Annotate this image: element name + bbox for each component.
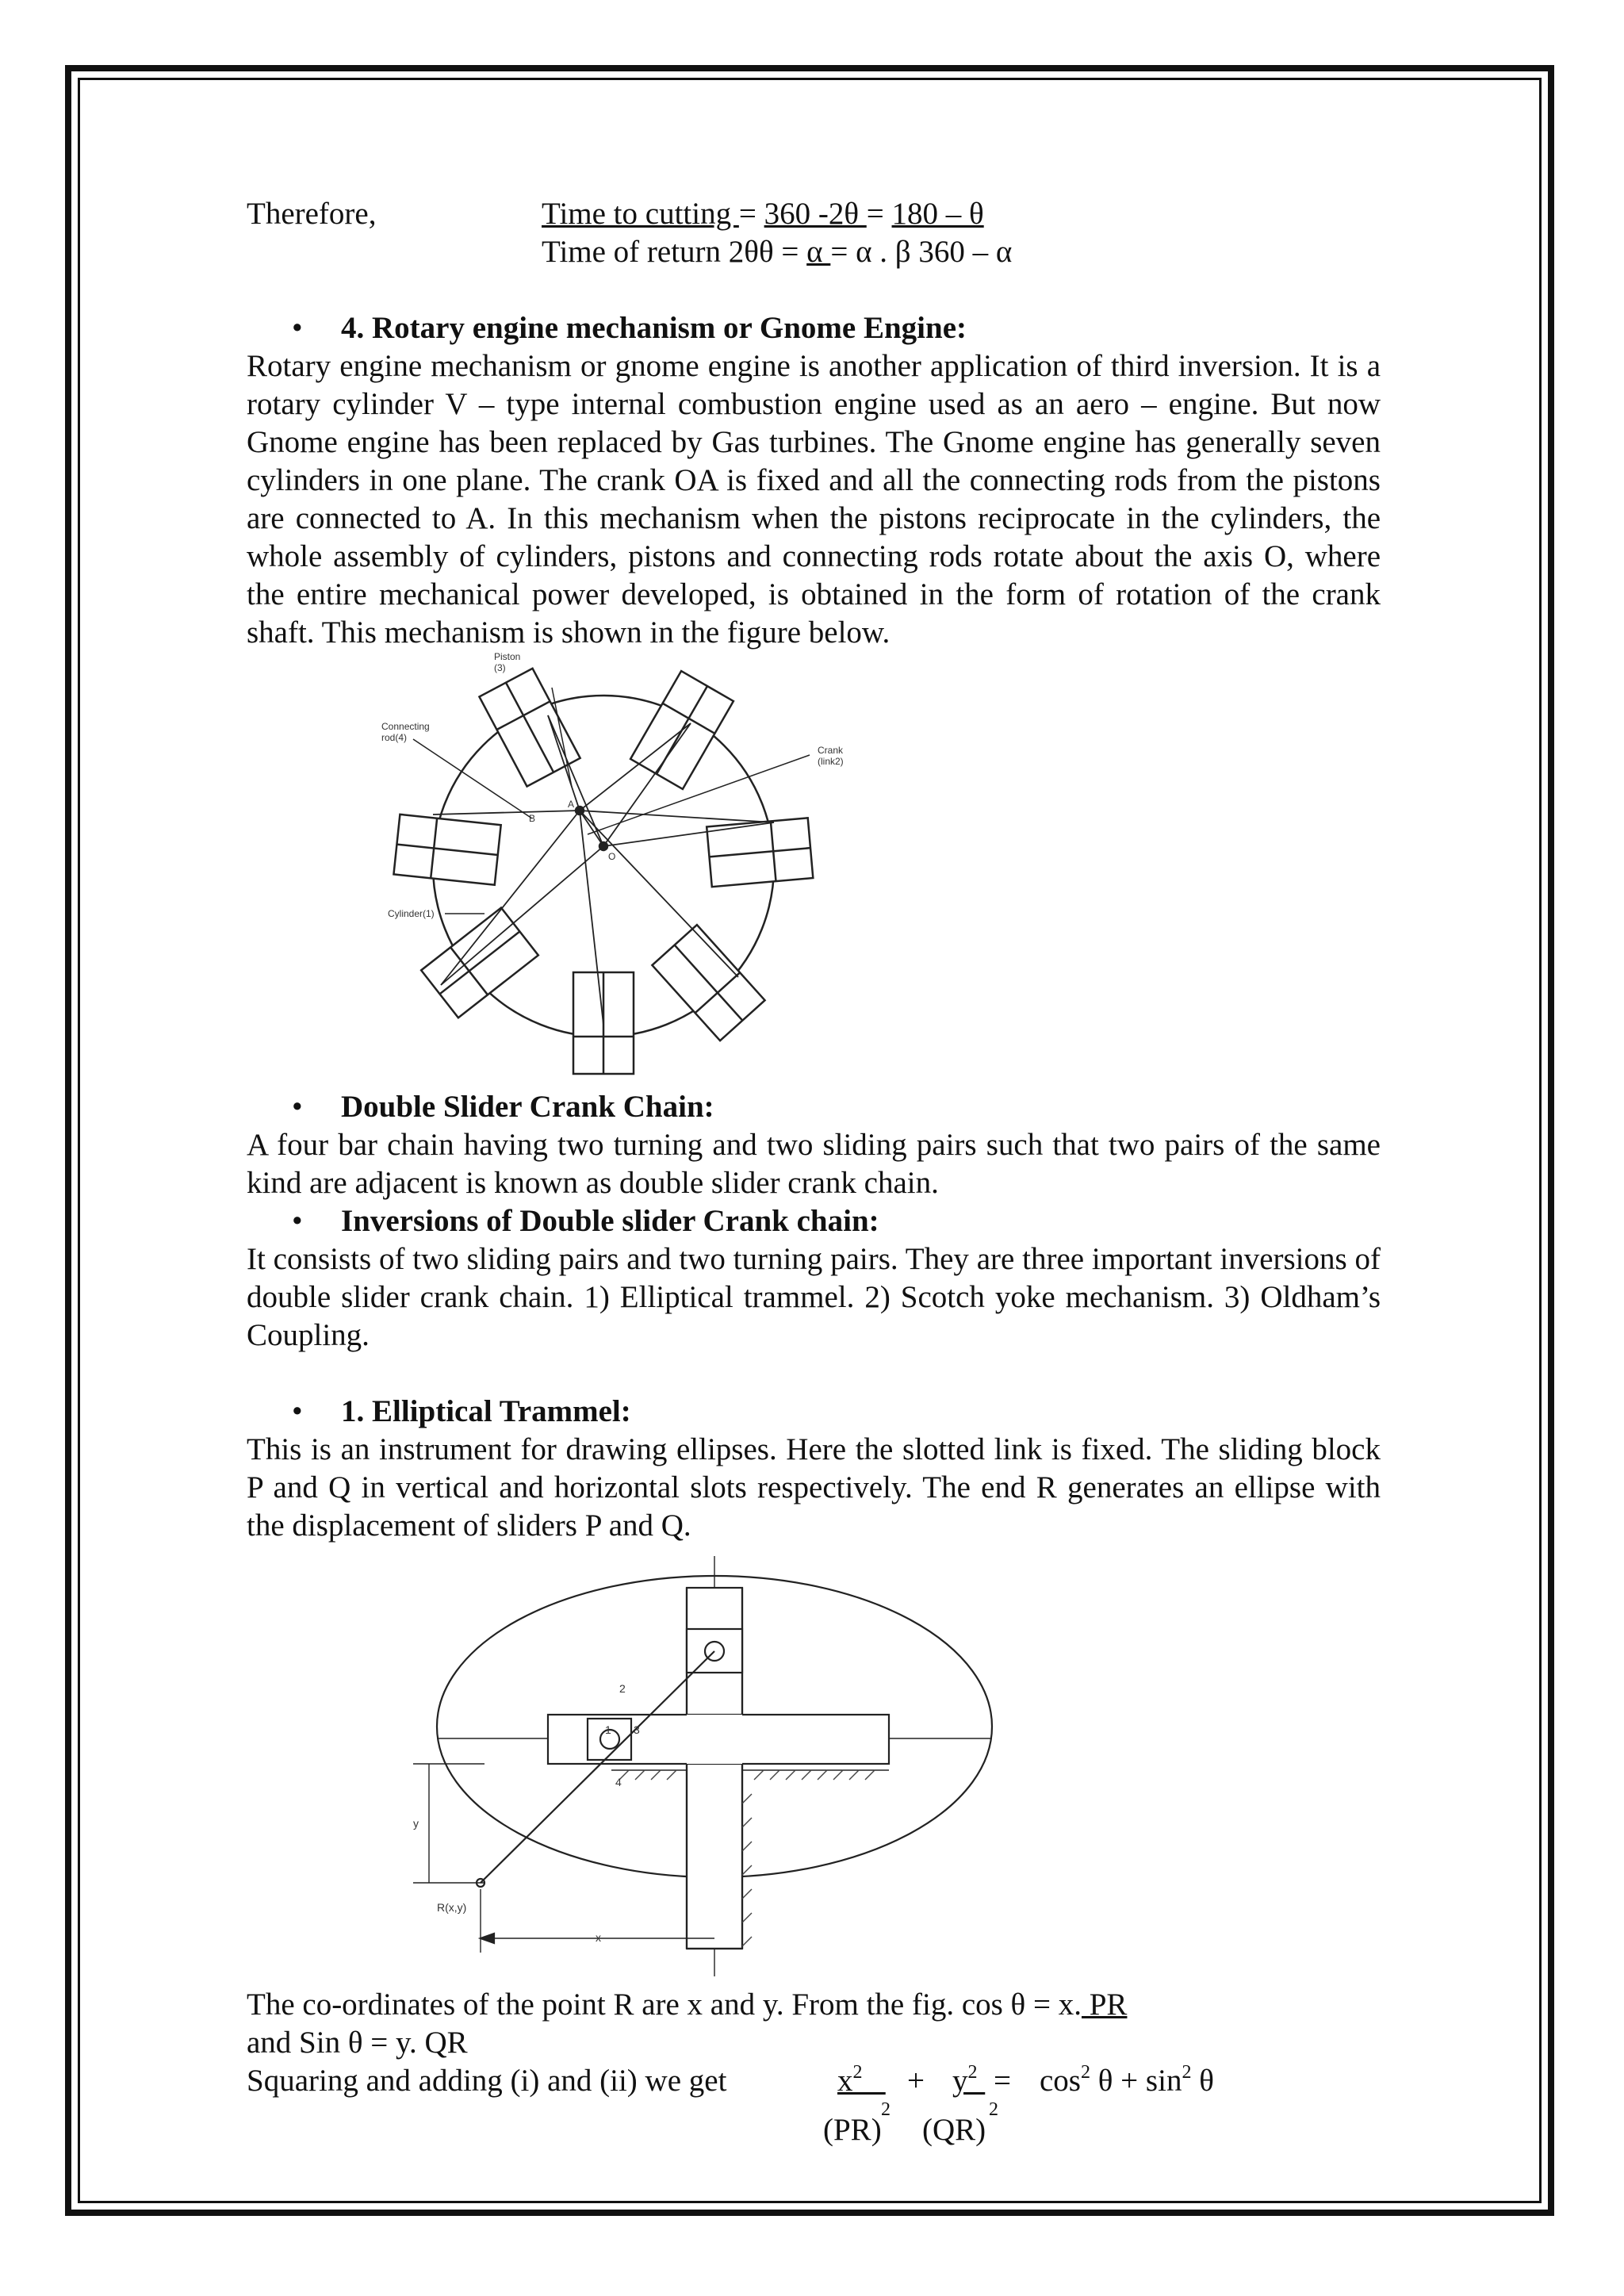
label-link-4: 4 bbox=[615, 1776, 622, 1788]
rotary-engine-paragraph: Rotary engine mechanism or gnome engine is another application of third inversion. It is a rotary cylinder V – type internal combustion engine used as an aero – engine. But now Gnome engine has been replaced by Gas turbines. The Gnome engine has generally seven cylinders in one plane. The crank OA is fixed and all the connecting rods from the pistons are connected to A. In this mechanism when the pistons reciprocate in the cylinders, the whole assembly of cylinders, pistons and connecting rods rotate about the axis O, where the entire mechanical power developed, is obtained in the form of rotation of the crank shaft. This mechanism is shown in the figure below. bbox=[247, 349, 1381, 650]
heading-rotary-engine: • 4. Rotary engine mechanism or Gnome Engine: bbox=[292, 309, 1381, 347]
eq-equals: = bbox=[994, 2064, 1011, 2098]
label-rod: rod(4) bbox=[381, 732, 408, 743]
label-crank: Crank bbox=[818, 745, 844, 756]
coords-line-1: The co-ordinates of the point R are x and y. From the fig. cos θ = x. PR bbox=[247, 1987, 1128, 2022]
label-piston-num: (3) bbox=[494, 662, 506, 673]
eq-x-term: $x^2$ bbox=[837, 2062, 863, 2098]
formula-line-1 bbox=[247, 195, 1381, 233]
formula-time-return: Time of return 2θθ = α = α . β 360 – α bbox=[542, 235, 1013, 269]
heading-inversions: • Inversions of Double slider Crank chain: bbox=[292, 1202, 1381, 1240]
inversions-paragraph: It consists of two sliding pairs and two turning pairs. They are three important inversions of double slider crank chain. 1) Elliptical trammel. 2) Scotch yoke mechanism. 3) Oldham’s Coupling. bbox=[247, 1242, 1381, 1352]
trammel-figure bbox=[247, 1556, 1381, 1984]
bullet-icon: • bbox=[292, 311, 303, 345]
heading-elliptical-trammel: • 1. Elliptical Trammel: bbox=[292, 1393, 1381, 1431]
den-exp-1: 2 bbox=[881, 2099, 891, 2120]
label-y: y bbox=[413, 1817, 419, 1830]
page-content bbox=[247, 195, 1381, 2164]
label-connecting: Connecting bbox=[381, 721, 430, 732]
bullet-icon: • bbox=[292, 1204, 303, 1238]
trammel-diagram bbox=[247, 1556, 1381, 1984]
label-piston: Piston bbox=[494, 652, 521, 662]
label-x: x bbox=[596, 1931, 601, 1944]
therefore-label: Therefore, bbox=[247, 197, 377, 231]
gnome-engine-figure bbox=[247, 652, 1381, 1088]
label-link-1: 1 bbox=[605, 1723, 611, 1736]
formula-line-2 bbox=[247, 233, 1381, 271]
coords-equation-line bbox=[247, 2062, 1381, 2100]
label-link-3: 3 bbox=[634, 1723, 640, 1736]
coords-line-2: and Sin θ = y. QR bbox=[247, 2026, 468, 2060]
trammel-paragraph: This is an instrument for drawing ellipses. Here the slotted link is fixed. The sliding block P and Q in vertical and horizontal slots respectively. The end R generates an ellipse with the displacement of sliders P and Q. bbox=[247, 1432, 1381, 1543]
label-o: O bbox=[608, 851, 616, 862]
label-b: B bbox=[529, 813, 536, 824]
label-link-2: 2 bbox=[619, 1682, 626, 1695]
eq-y-term: $y^2$ bbox=[952, 2062, 978, 2098]
label-cylinder: Cylinder(1) bbox=[388, 908, 435, 919]
label-a: A bbox=[568, 799, 575, 810]
den-qr: (QR) bbox=[922, 2113, 986, 2147]
eq-rhs: $\cos^2 \theta + \sin^2 \theta$ bbox=[1040, 2062, 1214, 2098]
label-r: R(x,y) bbox=[437, 1901, 467, 1914]
formula-time-cutting: Time to cutting = 360 -2θ = 180 – θ bbox=[542, 197, 984, 231]
coords-line-3: Squaring and adding (i) and (ii) we get bbox=[247, 2064, 727, 2098]
den-pr: (PR) bbox=[823, 2113, 882, 2147]
double-slider-paragraph: A four bar chain having two turning and two sliding pairs such that two pairs of the same kind are adjacent is known as double slider crank chain. bbox=[247, 1128, 1381, 1200]
den-exp-2: 2 bbox=[989, 2099, 998, 2120]
heading-double-slider: • Double Slider Crank Chain: bbox=[292, 1088, 1381, 1126]
gnome-engine-diagram bbox=[247, 652, 1381, 1088]
bullet-icon: • bbox=[292, 1090, 303, 1124]
label-link: (link2) bbox=[818, 756, 844, 767]
eq-plus: + bbox=[907, 2064, 925, 2098]
eq-denominators bbox=[247, 2100, 1381, 2164]
bullet-icon: • bbox=[292, 1394, 303, 1428]
